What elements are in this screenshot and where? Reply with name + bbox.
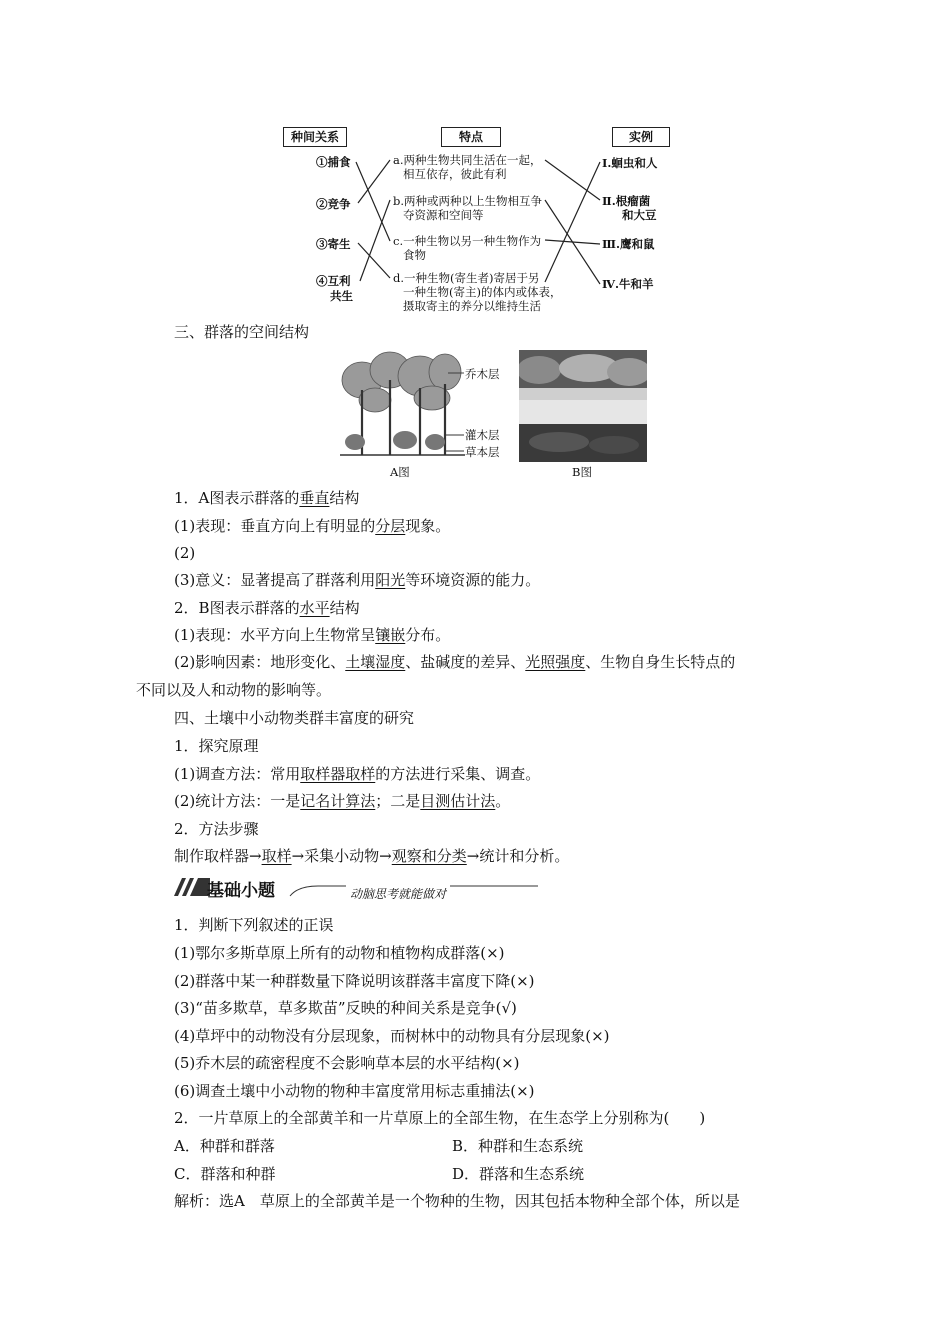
quiz-q1: 1．判断下列叙述的正误 — [174, 916, 334, 934]
s3-line-6: (1)表现：水平方向上生物常呈镶嵌分布。 — [174, 626, 451, 644]
banner-subtitle: 动脑思考就能做对 — [346, 885, 450, 902]
example-2: Ⅱ.根瘤菌 — [602, 194, 651, 208]
header-feature: 特点 — [441, 127, 501, 147]
option-b: B．种群和生态系统 — [452, 1137, 584, 1155]
stripes-icon — [172, 876, 210, 898]
relation-mutualism-line2: 共生 — [330, 289, 353, 303]
header-example: 实例 — [612, 127, 670, 147]
s4-sub-2: 2．方法步骤 — [174, 820, 259, 838]
quiz-item-4: (4)草坪中的动物没有分层现象，而树林中的动物具有分层现象(×) — [174, 1027, 610, 1045]
quiz-item-5: (5)乔木层的疏密程度不会影响草本层的水平结构(×) — [174, 1054, 520, 1072]
label-tree-layer: 乔木层 — [465, 367, 500, 381]
quiz-q2: 2．一片草原上的全部黄羊和一片草原上的全部生物，在生态学上分别称为( ) — [174, 1109, 706, 1127]
example-4: Ⅳ.牛和羊 — [602, 277, 654, 291]
s4-method-1: (1)调查方法：常用取样器取样的方法进行采集、调查。 — [174, 765, 541, 783]
option-a: A．种群和群落 — [174, 1137, 275, 1155]
feature-d: d.一种生物(寄生者)寄居于另 一种生物(寄主)的体内或体表， 摄取寄主的养分以维持生活 — [393, 271, 562, 313]
figure-b-caption: B图 — [572, 465, 592, 479]
option-d: D．群落和生态系统 — [452, 1165, 585, 1183]
s3-line-1: 1．A图表示群落的垂直结构 — [174, 489, 360, 507]
relation-predation: ①捕食 — [316, 155, 351, 169]
s4-procedure: 制作取样器→取样→采集小动物→观察和分类→统计和分析。 — [174, 847, 570, 865]
section4-title: 四、土壤中小动物类群丰富度的研究 — [174, 709, 415, 727]
s3-line-3: (2) — [174, 544, 196, 562]
section3-title: 三、群落的空间结构 — [174, 323, 310, 341]
relation-mutualism: ④互利 — [316, 274, 351, 288]
s4-method-2: (2)统计方法：一是记名计算法；二是目测估计法。 — [174, 792, 511, 810]
s3-line-7: (2)影响因素：地形变化、土壤湿度、盐碱度的差异、光照强度、生物自身生长特点的 — [174, 653, 736, 671]
feature-c: c.一种生物以另一种生物作为 食物 — [393, 234, 542, 262]
quiz-item-2: (2)群落中某一种群数量下降说明该群落丰富度下降(×) — [174, 972, 535, 990]
connector-lines — [0, 0, 950, 330]
relation-parasitism: ③寄生 — [316, 237, 351, 251]
s3-line-5: 2．B图表示群落的水平结构 — [174, 599, 360, 617]
relation-competition: ②竞争 — [316, 197, 351, 211]
header-relation: 种间关系 — [283, 127, 347, 147]
figure-a-caption: A图 — [390, 465, 410, 479]
example-3: Ⅲ.鹰和鼠 — [602, 237, 655, 251]
example-2-line2: 和大豆 — [622, 208, 657, 222]
feature-b: b.两种或两种以上生物相互争 夺资源和空间等 — [393, 194, 543, 222]
example-1: Ⅰ.蛔虫和人 — [602, 156, 658, 170]
s3-line-2: (1)表现：垂直方向上有明显的分层现象。 — [174, 517, 451, 535]
s3-line-8: 不同以及人和动物的影响等。 — [136, 681, 332, 699]
s4-sub-1: 1．探究原理 — [174, 737, 259, 755]
figure-b-landscape-photo — [519, 350, 647, 462]
option-c: C．群落和种群 — [174, 1165, 276, 1183]
label-herb-layer: 草本层 — [465, 445, 500, 459]
label-shrub-layer: 灌木层 — [465, 428, 500, 442]
s3-line-4: (3)意义：显著提高了群落利用阳光等环境资源的能力。 — [174, 571, 541, 589]
quiz-item-6: (6)调查土壤中小动物的物种丰富度常用标志重捕法(×) — [174, 1082, 535, 1100]
quiz-analysis: 解析：选A 草原上的全部黄羊是一个物种的生物，因其包括本物种全部个体，所以是 — [174, 1192, 740, 1210]
feature-a: a.两种生物共同生活在一起， 相互依存，彼此有利 — [393, 153, 542, 181]
quiz-item-3: (3)“苗多欺草，草多欺苗”反映的种间关系是竞争(√) — [174, 999, 517, 1017]
banner-title: 基础小题 — [207, 881, 275, 901]
quiz-item-1: (1)鄂尔多斯草原上所有的动物和植物构成群落(×) — [174, 944, 505, 962]
